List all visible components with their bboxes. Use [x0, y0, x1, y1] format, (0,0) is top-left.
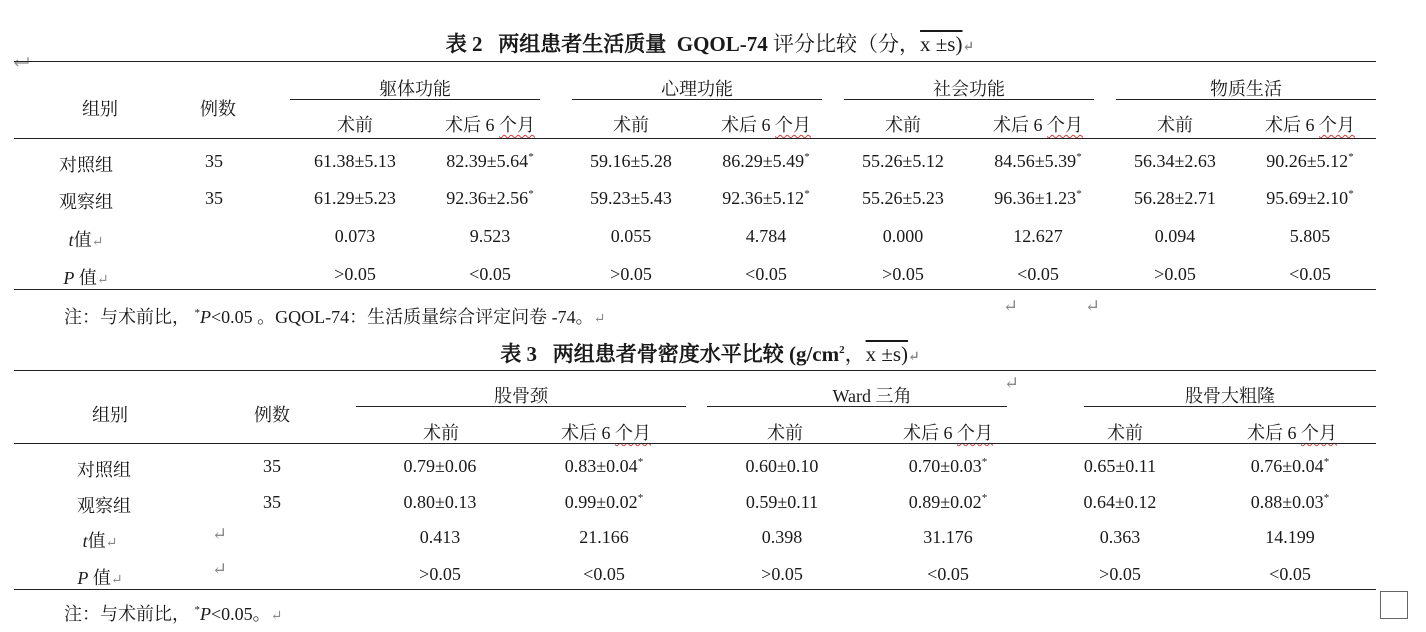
table3-span-rule-0: [356, 406, 686, 407]
table2-group-1: 心理功能: [661, 79, 733, 99]
table2-col-n: 例数: [200, 99, 236, 119]
table3-span-rule-1: [707, 406, 1007, 407]
table2-row-label: 观察组: [59, 192, 113, 212]
para-mark: ↵: [962, 40, 975, 55]
table3-sub-post-0: 术后 6 个月: [561, 423, 651, 443]
table3-group-1: Ward 三角: [832, 386, 912, 406]
table2-title: [300, 28, 1120, 58]
table2-cell: 56.28±2.71: [1134, 188, 1216, 208]
table2-p-value: <0.05: [1289, 264, 1331, 284]
table2-cell: 92.36±5.12*: [722, 188, 810, 208]
table2-t-value: 0.073: [334, 226, 376, 246]
table3-cell: 0.65±0.11: [1083, 456, 1157, 476]
significance-star: *: [981, 456, 988, 468]
table3-col-n: 例数: [254, 405, 290, 425]
table3-cell: 0.99±0.02*: [564, 492, 644, 512]
table2-p-value: >0.05: [1154, 264, 1196, 284]
table3-group-2: 股骨大粗隆: [1185, 386, 1275, 406]
return-mark: ↵: [1003, 296, 1019, 316]
table3-p-value: >0.05: [1099, 564, 1141, 584]
table2-cell: 82.39±5.64*: [446, 151, 534, 171]
table2-span-rule-3: [1116, 99, 1376, 100]
table3-cell: 0.70±0.03*: [908, 456, 988, 476]
table2-cell: 61.29±5.23: [314, 188, 396, 208]
table2-cell: 92.36±2.56*: [446, 188, 534, 208]
table3-t-value: 21.166: [579, 527, 629, 547]
table2-bottom-rule: [14, 289, 1376, 290]
table3-span-rule-2: [1084, 406, 1376, 407]
table3-p-value: >0.05: [419, 564, 461, 584]
table2-t-value: 9.523: [469, 226, 511, 246]
table2-p-label: P 值↵: [63, 268, 109, 288]
return-mark: ↵: [212, 559, 228, 579]
para-mark: ↵: [96, 273, 109, 288]
table2-t-value: 0.055: [610, 226, 652, 246]
table2-p-value: >0.05: [882, 264, 924, 284]
table3-title-stat: x ±s): [865, 342, 909, 366]
table2-sub-post-1: 术后 6 个月: [721, 115, 811, 135]
table3-sub-post-2: 术后 6 个月: [1247, 423, 1337, 443]
table3-sub-pre-1: 术前: [767, 423, 803, 443]
return-mark: ↵: [1085, 296, 1101, 316]
table3-t-value: 14.199: [1265, 527, 1315, 547]
return-mark: ↵: [212, 524, 228, 544]
table2-row-n: 35: [205, 151, 223, 171]
table2-title-scale: GQOL-74: [676, 32, 768, 56]
table2-p-value: <0.05: [469, 264, 511, 284]
table3-sub-post-1: 术后 6 个月: [903, 423, 993, 443]
table2-group-0: 躯体功能: [379, 79, 451, 99]
table3-title: [300, 338, 1120, 368]
table3-t-value: 0.398: [761, 527, 803, 547]
significance-star: *: [1076, 151, 1082, 163]
significance-star: *: [1323, 492, 1330, 504]
table2-cell: 61.38±5.13: [314, 151, 396, 171]
table3-p-value: <0.05: [583, 564, 625, 584]
table2-span-rule-2: [844, 99, 1094, 100]
table2-row-label: 对照组: [59, 155, 113, 175]
table2-col-group: 组别: [82, 99, 118, 119]
significance-star: *: [804, 151, 810, 163]
para-mark: ↵: [91, 235, 104, 250]
table3-top-rule: [14, 370, 1376, 371]
table3-t-value: 0.413: [419, 527, 461, 547]
table2-sub-pre-1: 术前: [613, 115, 649, 135]
table2-t-value: 12.627: [1013, 226, 1063, 246]
table2-t-value: 4.784: [745, 226, 787, 246]
table2-sub-post-2: 术后 6 个月: [993, 115, 1083, 135]
table2-cell: 84.56±5.39*: [994, 151, 1082, 171]
significance-star: *: [981, 492, 988, 504]
significance-star: *: [804, 188, 810, 200]
table2-p-value: <0.05: [745, 264, 787, 284]
table2-p-value: >0.05: [610, 264, 652, 284]
table2-span-rule-1: [572, 99, 822, 100]
significance-star: *: [1076, 188, 1082, 200]
significance-star: *: [637, 492, 644, 504]
table2-p-value: >0.05: [334, 264, 376, 284]
para-mark: ↵: [105, 536, 118, 551]
table2-note: 注：与术前比， *P<0.05 。GQOL-74：生活质量综合评定问卷 -74。↵: [64, 307, 606, 327]
table3-group-0: 股骨颈: [494, 386, 548, 406]
page-corner-box: [1380, 591, 1408, 619]
table2-cell: 96.36±1.23*: [994, 188, 1082, 208]
table3-row-n: 35: [263, 456, 281, 476]
table3-cell: 0.88±0.03*: [1250, 492, 1330, 512]
table2-cell: 59.16±5.28: [590, 151, 672, 171]
table3-t-label: t值↵: [82, 531, 118, 551]
table2-cell: 86.29±5.49*: [722, 151, 810, 171]
table2-cell: 55.26±5.23: [862, 188, 944, 208]
table2-cell: 95.69±2.10*: [1266, 188, 1354, 208]
para-mark: ↵: [908, 350, 920, 365]
table2-title-main: 两组患者生活质量: [498, 32, 667, 56]
table2-sub-post-3: 术后 6 个月: [1265, 115, 1355, 135]
significance-star: *: [1348, 188, 1354, 200]
table3-cell: 0.83±0.04*: [564, 456, 644, 476]
table3-bottom-rule: [14, 589, 1376, 590]
table3-title-sup: 2: [839, 344, 845, 356]
table3-p-label: P 值↵: [77, 568, 123, 588]
table2-sub-pre-3: 术前: [1157, 115, 1193, 135]
table3-title-main: 两组患者骨密度水平比较 (g/cm: [552, 342, 840, 366]
table3-cell: 0.89±0.02*: [908, 492, 988, 512]
table2-cell: 56.34±2.63: [1134, 151, 1216, 171]
table2-top-rule: [14, 61, 1376, 62]
return-mark: ↵: [1004, 373, 1020, 393]
table3-cell: 0.80±0.13: [403, 492, 477, 512]
table3-row-label: 观察组: [77, 496, 131, 516]
table2-sub-post-0: 术后 6 个月: [445, 115, 535, 135]
table2-row-n: 35: [205, 188, 223, 208]
table3-cell: 0.64±0.12: [1083, 492, 1157, 512]
table3-cell: 0.60±0.10: [745, 456, 819, 476]
table2-title-stat: x ±s): [920, 32, 963, 56]
table2-sub-pre-2: 术前: [885, 115, 921, 135]
table2-cell: 55.26±5.12: [862, 151, 944, 171]
table2-t-value: 0.000: [882, 226, 924, 246]
para-mark: ↵: [110, 573, 123, 588]
table2-sub-pre-0: 术前: [337, 115, 373, 135]
table3-t-value: 0.363: [1099, 527, 1141, 547]
table3-cell: 0.79±0.06: [403, 456, 477, 476]
table3-p-value: >0.05: [761, 564, 803, 584]
table3-row-n: 35: [263, 492, 281, 512]
table2-t-value: 5.805: [1289, 226, 1331, 246]
table3-title-suffix: ，: [844, 342, 866, 366]
table2-header-rule: [14, 138, 1376, 139]
significance-star: *: [528, 188, 534, 200]
table2-t-value: 0.094: [1154, 226, 1196, 246]
table2-span-rule-0: [290, 99, 540, 100]
table3-col-group: 组别: [92, 405, 128, 425]
table2-group-2: 社会功能: [933, 79, 1005, 99]
table3-sub-pre-0: 术前: [423, 423, 459, 443]
significance-star: *: [1323, 456, 1330, 468]
table2-p-value: <0.05: [1017, 264, 1059, 284]
table3-cell: 0.76±0.04*: [1250, 456, 1330, 476]
table3-t-value: 31.176: [923, 527, 973, 547]
table3-title-prefix: 表 3: [500, 342, 537, 366]
table3-note: 注：与术前比， *P<0.05。↵: [64, 604, 283, 624]
table3-p-value: <0.05: [1269, 564, 1311, 584]
table3-p-value: <0.05: [927, 564, 969, 584]
significance-star: *: [1348, 151, 1354, 163]
table2-cell: 59.23±5.43: [590, 188, 672, 208]
table3-cell: 0.59±0.11: [745, 492, 819, 512]
table2-group-3: 物质生活: [1210, 79, 1282, 99]
table2-cell: 90.26±5.12*: [1266, 151, 1354, 171]
table3-row-label: 对照组: [77, 460, 131, 480]
table2-t-label: t值↵: [68, 230, 104, 250]
table3-sub-pre-2: 术前: [1107, 423, 1143, 443]
significance-star: *: [528, 151, 534, 163]
significance-star: *: [637, 456, 644, 468]
table2-title-suffix: 评分比较（分，: [773, 32, 921, 56]
table2-title-prefix: 表 2: [445, 32, 483, 56]
table3-header-rule: [14, 443, 1376, 444]
